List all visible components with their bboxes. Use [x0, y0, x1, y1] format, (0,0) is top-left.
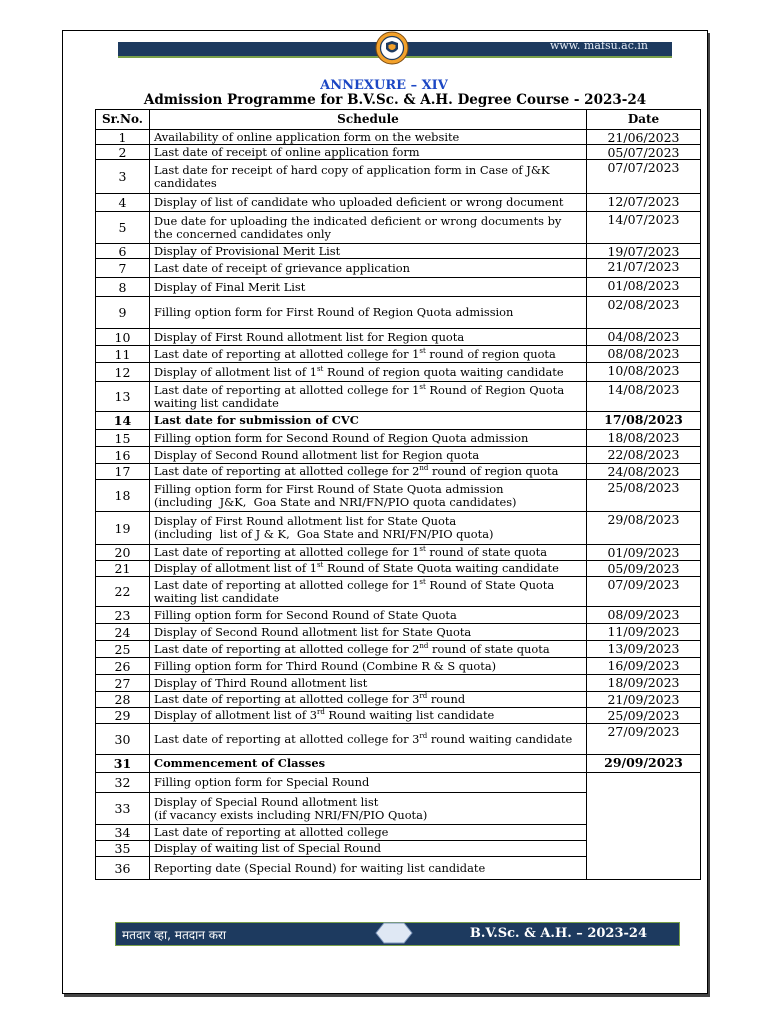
row-date: 25/08/2023 — [587, 480, 701, 512]
footer-course-year: B.V.Sc. & A.H. – 2023-24 — [469, 926, 647, 941]
row-date: 25/09/2023 — [587, 708, 701, 724]
row-schedule: Last date of reporting at allotted college for 3rd round waiting candidate — [150, 724, 587, 755]
row-schedule: Last date of receipt of grievance application — [150, 259, 587, 278]
footer-slogan: मतदार व्हा, मतदान करा — [122, 928, 226, 942]
row-schedule: Filling option form for First Round of Region Quota admission — [150, 297, 587, 329]
row-schedule: Last date of reporting at allotted college for 1st Round of Region Quota waiting list candidate — [150, 382, 587, 412]
row-sr-no: 9 — [96, 297, 150, 329]
row-schedule: Reporting date (Special Round) for waiting list candidate — [150, 857, 587, 880]
row-date: 07/07/2023 — [587, 160, 701, 194]
annexure-heading: ANNEXURE – XIV — [320, 78, 448, 93]
row-date: 24/08/2023 — [587, 464, 701, 480]
row-schedule: Filling option form for First Round of State Quota admission (including J&K, Goa State and NRI/FN/PIO quota candidates) — [150, 480, 587, 512]
row-sr-no: 27 — [96, 675, 150, 692]
row-date: 19/07/2023 — [587, 244, 701, 259]
row-date: 11/09/2023 — [587, 624, 701, 641]
row-date: 13/09/2023 — [587, 641, 701, 658]
row-date: 04/08/2023 — [587, 329, 701, 346]
table-row — [96, 278, 701, 297]
row-sr-no: 5 — [96, 212, 150, 244]
row-sr-no: 30 — [96, 724, 150, 755]
header-sr-no: Sr.No. — [96, 110, 150, 130]
row-sr-no: 35 — [96, 841, 150, 857]
page-title: Admission Programme for B.V.Sc. & A.H. Degree Course - 2023-24 — [143, 92, 647, 108]
row-sr-no: 18 — [96, 480, 150, 512]
row-date: 17/08/2023 — [587, 412, 701, 430]
row-schedule: Last date for receipt of hard copy of application form in Case of J&K candidates — [150, 160, 587, 194]
table-row — [96, 430, 701, 447]
row-date: 29/09/2023 — [587, 755, 701, 773]
table-row — [96, 259, 701, 278]
row-sr-no: 17 — [96, 464, 150, 480]
row-date: 07/09/2023 — [587, 577, 701, 607]
row-schedule: Filling option form for Special Round — [150, 773, 587, 793]
row-sr-no: 15 — [96, 430, 150, 447]
row-sr-no: 1 — [96, 130, 150, 145]
table-row — [96, 346, 701, 363]
row-sr-no: 33 — [96, 793, 150, 825]
table-row — [96, 724, 701, 755]
table-row — [96, 675, 701, 692]
row-schedule: Display of Second Round allotment list for State Quota — [150, 624, 587, 641]
diamond-icon — [374, 922, 414, 944]
row-date: 02/08/2023 — [587, 297, 701, 329]
row-date: 21/06/2023 — [587, 130, 701, 145]
table-row — [96, 545, 701, 561]
row-sr-no: 13 — [96, 382, 150, 412]
row-sr-no: 10 — [96, 329, 150, 346]
table-row — [96, 382, 701, 412]
row-schedule: Display of Provisional Merit List — [150, 244, 587, 259]
row-schedule: Display of allotment list of 1st Round of State Quota waiting candidate — [150, 561, 587, 577]
row-sr-no: 23 — [96, 607, 150, 624]
row-sr-no: 21 — [96, 561, 150, 577]
table-row — [96, 607, 701, 624]
row-date: 01/08/2023 — [587, 278, 701, 297]
row-date: 22/08/2023 — [587, 447, 701, 464]
row-sr-no: 28 — [96, 692, 150, 708]
row-schedule: Last date of reporting at allotted college for 1st Round of State Quota waiting list candidate — [150, 577, 587, 607]
row-sr-no: 2 — [96, 145, 150, 160]
table-header-row — [96, 110, 701, 130]
row-schedule: Last date of reporting at allotted college — [150, 825, 587, 841]
row-sr-no: 7 — [96, 259, 150, 278]
row-sr-no: 14 — [96, 412, 150, 430]
table-row — [96, 708, 701, 724]
row-sr-no: 6 — [96, 244, 150, 259]
row-sr-no: 26 — [96, 658, 150, 675]
row-schedule: Availability of online application form on the website — [150, 130, 587, 145]
header-schedule: Schedule — [150, 110, 587, 130]
row-schedule: Last date of reporting at allotted college for 1st round of state quota — [150, 545, 587, 561]
row-schedule: Due date for uploading the indicated deficient or wrong documents by the concerned candidates only — [150, 212, 587, 244]
table-row — [96, 577, 701, 607]
row-date: 01/09/2023 — [587, 545, 701, 561]
university-logo-icon — [375, 31, 409, 65]
table-row — [96, 244, 701, 259]
table-row — [96, 363, 701, 382]
row-date: 12/07/2023 — [587, 194, 701, 212]
row-sr-no: 31 — [96, 755, 150, 773]
row-sr-no: 12 — [96, 363, 150, 382]
header-date: Date — [587, 110, 701, 130]
row-date: 16/09/2023 — [587, 658, 701, 675]
row-sr-no: 22 — [96, 577, 150, 607]
row-schedule: Last date for submission of CVC — [150, 412, 587, 430]
table-row — [96, 412, 701, 430]
website-url: www. mafsu.ac.in — [549, 39, 648, 52]
row-date: 08/09/2023 — [587, 607, 701, 624]
row-schedule: Display of First Round allotment list for Region quota — [150, 329, 587, 346]
row-schedule: Commencement of Classes — [150, 755, 587, 773]
table-row — [96, 212, 701, 244]
row-sr-no: 29 — [96, 708, 150, 724]
table-row — [96, 561, 701, 577]
row-sr-no: 36 — [96, 857, 150, 880]
row-sr-no: 4 — [96, 194, 150, 212]
row-schedule: Last date of reporting at allotted college for 2nd round of region quota — [150, 464, 587, 480]
table-row — [96, 194, 701, 212]
row-sr-no: 16 — [96, 447, 150, 464]
table-row — [96, 641, 701, 658]
row-schedule: Filling option form for Third Round (Combine R & S quota) — [150, 658, 587, 675]
table-row — [96, 130, 701, 145]
table-row — [96, 692, 701, 708]
table-row — [96, 447, 701, 464]
row-date: 21/07/2023 — [587, 259, 701, 278]
row-schedule: Last date of reporting at allotted college for 3rd round — [150, 692, 587, 708]
table-row — [96, 624, 701, 641]
row-date: 05/07/2023 — [587, 145, 701, 160]
row-date: 10/08/2023 — [587, 363, 701, 382]
row-date: 27/09/2023 — [587, 724, 701, 755]
row-schedule: Display of waiting list of Special Round — [150, 841, 587, 857]
row-schedule: Display of Final Merit List — [150, 278, 587, 297]
row-schedule: Display of allotment list of 1st Round of region quota waiting candidate — [150, 363, 587, 382]
row-date: 14/08/2023 — [587, 382, 701, 412]
row-schedule: Display of First Round allotment list for State Quota (including list of J & K, Goa State and NRI/FN/PIO quota) — [150, 512, 587, 545]
row-sr-no: 25 — [96, 641, 150, 658]
row-schedule: Display of Special Round allotment list (if vacancy exists including NRI/FN/PIO Quota) — [150, 793, 587, 825]
row-sr-no: 8 — [96, 278, 150, 297]
table-row — [96, 464, 701, 480]
table-row — [96, 773, 701, 793]
row-date-blank — [587, 773, 701, 880]
row-date: 29/08/2023 — [587, 512, 701, 545]
table-row — [96, 329, 701, 346]
row-sr-no: 24 — [96, 624, 150, 641]
table-row — [96, 160, 701, 194]
row-sr-no: 20 — [96, 545, 150, 561]
table-row — [96, 480, 701, 512]
row-schedule: Last date of receipt of online application form — [150, 145, 587, 160]
table-row — [96, 297, 701, 329]
row-date: 18/09/2023 — [587, 675, 701, 692]
row-schedule: Filling option form for Second Round of Region Quota admission — [150, 430, 587, 447]
row-sr-no: 34 — [96, 825, 150, 841]
row-sr-no: 19 — [96, 512, 150, 545]
row-sr-no: 32 — [96, 773, 150, 793]
schedule-table — [95, 109, 701, 880]
row-sr-no: 3 — [96, 160, 150, 194]
row-schedule: Last date of reporting at allotted college for 1st round of region quota — [150, 346, 587, 363]
row-date: 21/09/2023 — [587, 692, 701, 708]
table-row — [96, 658, 701, 675]
row-schedule: Display of list of candidate who uploaded deficient or wrong document — [150, 194, 587, 212]
row-sr-no: 11 — [96, 346, 150, 363]
row-schedule: Display of Third Round allotment list — [150, 675, 587, 692]
row-date: 05/09/2023 — [587, 561, 701, 577]
row-schedule: Display of Second Round allotment list for Region quota — [150, 447, 587, 464]
row-date: 14/07/2023 — [587, 212, 701, 244]
row-schedule: Display of allotment list of 3rd Round waiting list candidate — [150, 708, 587, 724]
row-date: 18/08/2023 — [587, 430, 701, 447]
row-schedule: Filling option form for Second Round of State Quota — [150, 607, 587, 624]
table-row — [96, 755, 701, 773]
footer-band — [115, 922, 680, 946]
row-date: 08/08/2023 — [587, 346, 701, 363]
table-row — [96, 512, 701, 545]
table-row — [96, 145, 701, 160]
row-schedule: Last date of reporting at allotted college for 2nd round of state quota — [150, 641, 587, 658]
